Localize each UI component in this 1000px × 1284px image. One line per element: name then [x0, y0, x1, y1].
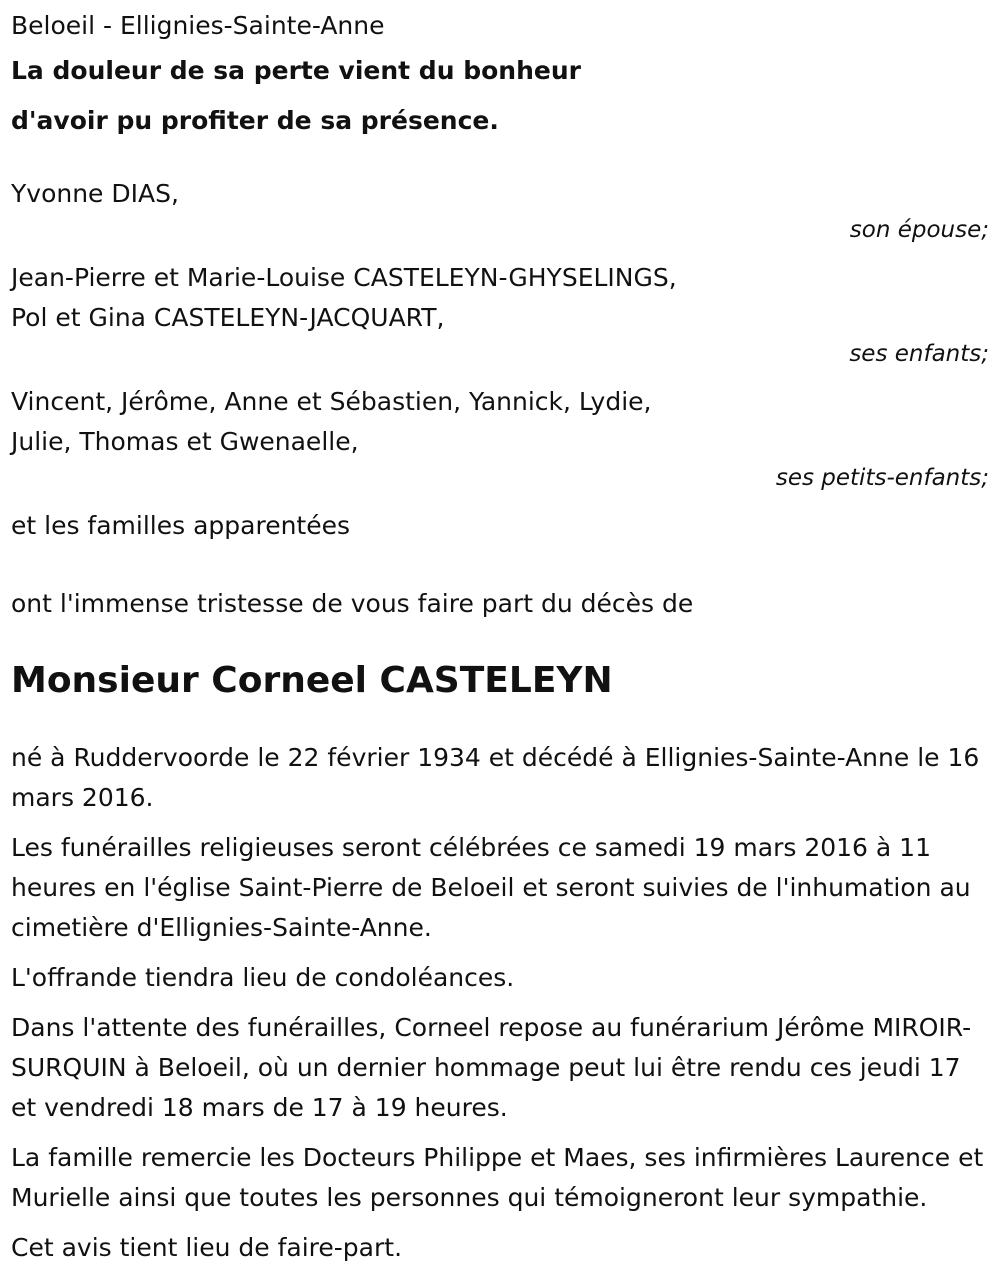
children-role: ses enfants; [849, 341, 989, 367]
offering-paragraph: L'offrande tiendra lieu de condoléances. [11, 963, 515, 992]
visitation-paragraph: Dans l'attente des funérailles, Corneel repose au funérarium Jérôme MIROIR-SURQUIN à Beloeil, où un dernier hommage peut lui être rendu ces jeudi 17 et vendredi 18 mars de 17 à 19 heures. [11, 1013, 972, 1122]
location-heading: Beloeil - Ellignies-Sainte-Anne [11, 11, 385, 40]
spouse-role: son épouse; [849, 217, 989, 243]
grandchildren-block [11, 382, 991, 494]
children-line-1: Jean-Pierre et Marie-Louise CASTELEYN-GHYSELINGS, [11, 263, 677, 292]
grandchildren-line-2: Julie, Thomas et Gwenaelle, [11, 427, 359, 456]
quote-line-2: d'avoir pu profiter de sa présence. [11, 106, 499, 135]
obituary-notice [11, 6, 991, 1278]
closing-paragraph: Cet avis tient lieu de faire-part. [11, 1233, 403, 1262]
thanks-paragraph: La famille remercie les Docteurs Philippe et Maes, ses infirmières Laurence et Murielle ainsi que toutes les personnes qui témoigneront leur sympathie. [11, 1143, 984, 1212]
deceased-name: Monsieur Corneel CASTELEYN [11, 660, 613, 701]
relatives-line: et les familles apparentées [11, 511, 351, 540]
spouse-name: Yvonne DIAS, [11, 179, 179, 208]
birth-death-paragraph: né à Ruddervoorde le 22 février 1934 et décédé à Ellignies-Sainte-Anne le 16 mars 2016. [11, 743, 980, 812]
children-line-2: Pol et Gina CASTELEYN-JACQUART, [11, 303, 445, 332]
children-block [11, 258, 991, 370]
announcement-line: ont l'immense tristesse de vous faire part du décès de [11, 589, 694, 618]
quote-line-1: La douleur de sa perte vient du bonheur [11, 56, 581, 85]
grandchildren-role: ses petits-enfants; [775, 465, 989, 491]
funeral-paragraph: Les funérailles religieuses seront célébrées ce samedi 19 mars 2016 à 11 heures en l'église Saint-Pierre de Beloeil et seront suivies de l'inhumation au cimetière d'Ellignies-Sainte-Anne. [11, 833, 971, 942]
spouse-block [11, 174, 991, 246]
grandchildren-line-1: Vincent, Jérôme, Anne et Sébastien, Yannick, Lydie, [11, 387, 652, 416]
